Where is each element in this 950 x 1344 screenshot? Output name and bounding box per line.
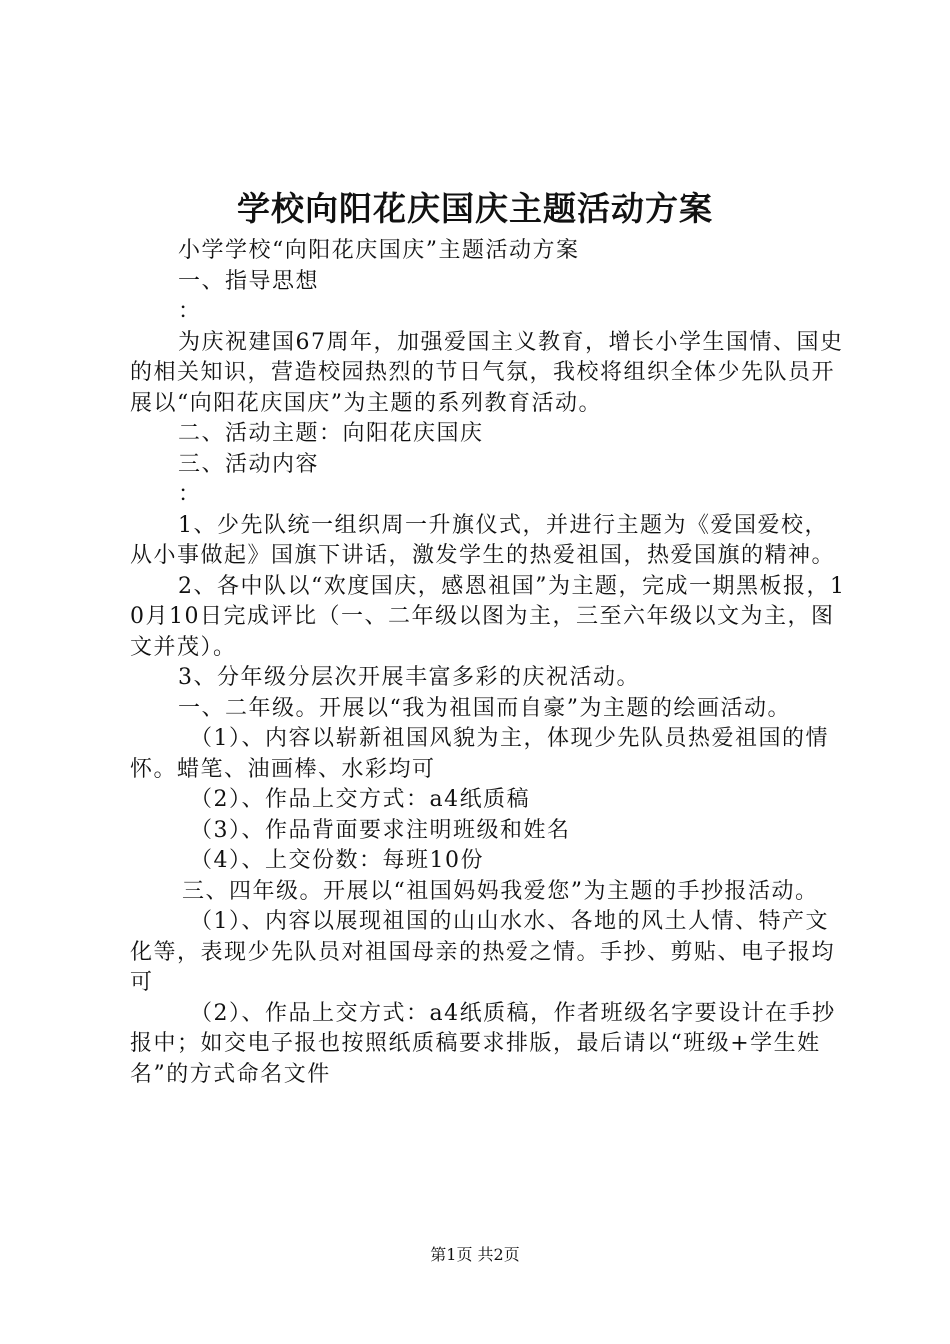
colon-line: ：: [178, 482, 202, 507]
grade-heading: 三、四年级。开展以“祖国妈妈我爱您”为主题的手抄报活动。: [182, 878, 819, 904]
sub-item: （1）、内容以展现祖国的山山水水、各地的风土人情、特产文化等，表现少先队员对祖国母亲的热爱之情。手抄、剪贴、电子报均可: [130, 909, 836, 995]
sub-item: （1）、内容以崭新祖国风貌为主，体现少先队员热爱祖国的情怀。蜡笔、油画棒、水彩均可: [130, 726, 829, 782]
list-item: 1、少先队统一组织周一升旗仪式，并进行主题为《爱国爱校，从小事做起》国旗下讲话，激发学生的热爱祖国，热爱国旗的精神。: [130, 512, 836, 568]
sub-item: （2）、作品上交方式：a4纸质稿，作者班级名字要设计在手抄报中；如交电子报也按照纸质稿要求排版，最后请以“班级+学生姓名”的方式命名文件: [130, 1000, 836, 1087]
grade-heading: 一、二年级。开展以“我为祖国而自豪”为主题的绘画活动。: [178, 695, 791, 721]
list-item: 3、分年级分层次开展丰富多彩的庆祝活动。: [178, 665, 640, 690]
list-item: 2、各中队以“欢度国庆，感恩祖国”为主题，完成一期黑板报，10月10日完成评比（一、二年级以图为主，三至六年级以文为主，图文并茂）。: [130, 573, 846, 660]
section-heading-guiding-thought: 一、指导思想: [178, 268, 320, 294]
document-body: [130, 236, 848, 1090]
sub-item: （3）、作品背面要求注明班级和姓名: [190, 817, 571, 843]
document-title: 学校向阳花庆国庆主题活动方案: [237, 189, 713, 228]
subtitle-paragraph: 小学学校“向阳花庆国庆”主题活动方案: [178, 238, 580, 263]
page-footer: 第1页 共2页: [430, 1245, 520, 1264]
section-heading-theme: 二、活动主题：向阳花庆国庆: [178, 421, 484, 446]
body-paragraph: 为庆祝建国67周年，加强爱国主义教育，增长小学生国情、国史的相关知识，营造校园热烈的节日气氛，我校将组织全体少先队员开展以“向阳花庆国庆”为主题的系列教育活动。: [130, 329, 844, 416]
sub-item: （4）、上交份数：每班10份: [190, 848, 484, 873]
sub-item: （2）、作品上交方式：a4纸质稿: [190, 787, 531, 812]
section-heading-content: 三、活动内容: [178, 451, 320, 477]
colon-line: ：: [178, 299, 202, 324]
